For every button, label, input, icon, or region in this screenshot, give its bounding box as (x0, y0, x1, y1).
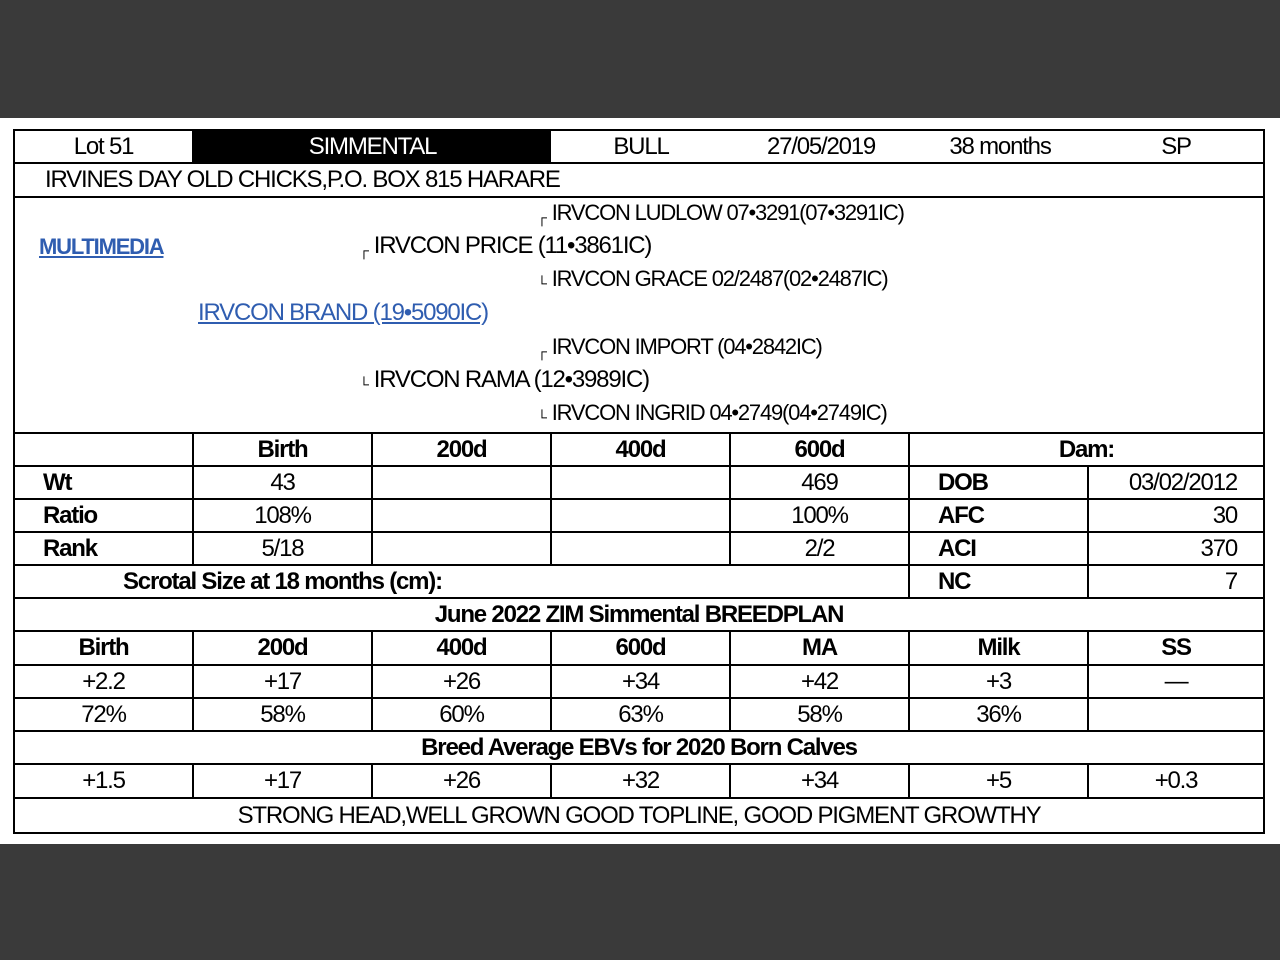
ebv-header-milk: Milk (910, 632, 1089, 664)
bracket-icon: └ (359, 376, 368, 392)
birth-date: 27/05/2019 (766, 132, 876, 160)
dam-nc-value: 7 (1224, 567, 1237, 595)
owner-row (15, 164, 1263, 198)
accuracy-row (15, 699, 1263, 732)
dam (359, 366, 649, 394)
dam-sire (537, 334, 822, 360)
bracket-icon: └ (537, 275, 546, 291)
acc-ma: 58% (731, 699, 910, 730)
ebv-400d: +26 (373, 666, 552, 697)
ratio-200d (373, 500, 552, 531)
lot-card-frame (13, 129, 1265, 834)
acc-birth: 72% (15, 699, 194, 730)
bracket-icon: ┌ (359, 242, 368, 258)
ratio-birth: 108% (194, 500, 373, 531)
ebv-header-ma: MA (731, 632, 910, 664)
sire-dam-name: IRVCON GRACE 02/2487(02•2487IC) (551, 266, 888, 291)
dam-dob-label: DOB (910, 467, 1089, 498)
rank-200d (373, 533, 552, 564)
avg-milk: +5 (910, 765, 1089, 797)
ebv-200d: +17 (194, 666, 373, 697)
acc-400d: 60% (373, 699, 552, 730)
rank-400d (552, 533, 731, 564)
weights-row-rank (15, 533, 1263, 566)
acc-200d: 58% (194, 699, 373, 730)
dam-dam-name: IRVCON INGRID 04•2749(04•2749IC) (551, 400, 887, 425)
breedplan-title: June 2022 ZIM Simmental BREEDPLAN (434, 600, 844, 628)
scrotal-label: Scrotal Size at 18 months (cm): (15, 566, 910, 597)
bracket-icon: └ (537, 409, 546, 425)
bracket-icon: ┌ (537, 343, 546, 359)
weights-header-400d: 400d (552, 434, 731, 465)
weights-header-row (15, 434, 1263, 467)
sire-sire-name: IRVCON LUDLOW 07•3291(07•3291IC) (551, 200, 904, 225)
breed-label: SIMMENTAL (194, 131, 551, 162)
header-row (15, 131, 1263, 164)
dam-name: IRVCON RAMA (12•3989IC) (373, 366, 649, 393)
row-label-ratio: Ratio (15, 500, 194, 531)
weights-header-200d: 200d (373, 434, 552, 465)
rank-birth: 5/18 (194, 533, 373, 564)
ebv-birth: +2.2 (15, 666, 194, 697)
dam-dob-value: 03/02/2012 (1128, 468, 1237, 496)
wt-200d (373, 467, 552, 498)
multimedia-link[interactable]: MULTIMEDIA (39, 234, 164, 259)
ebv-header-ss: SS (1161, 634, 1191, 661)
dam-dam (537, 400, 887, 426)
weights-header-birth: Birth (194, 434, 373, 465)
ebv-ma: +42 (731, 666, 910, 697)
avg-200d: +17 (194, 765, 373, 797)
dam-afc-label: AFC (910, 500, 1089, 531)
bracket-icon: ┌ (537, 209, 546, 225)
lot-card (0, 118, 1280, 844)
sex-label: BULL (613, 132, 669, 160)
breed-average-title-row (15, 732, 1263, 765)
ebv-row (15, 666, 1263, 699)
age-label: 38 months (949, 132, 1051, 160)
row-label-wt: Wt (15, 467, 194, 498)
avg-600d: +32 (552, 765, 731, 797)
pedigree-section (15, 198, 1263, 434)
sire (359, 232, 651, 260)
ebv-milk: +3 (910, 666, 1089, 697)
acc-milk: 36% (910, 699, 1089, 730)
weights-corner (15, 434, 194, 465)
row-label-rank: Rank (15, 533, 194, 564)
animal-link[interactable]: IRVCON BRAND (19•5090IC) (198, 299, 488, 326)
weights-header-600d: 600d (731, 434, 910, 465)
dam-header: Dam: (1058, 435, 1115, 463)
weights-row-wt (15, 467, 1263, 500)
ratio-400d (552, 500, 731, 531)
ratio-600d: 100% (731, 500, 910, 531)
wt-600d: 469 (731, 467, 910, 498)
avg-birth: +1.5 (15, 765, 194, 797)
avg-400d: +26 (373, 765, 552, 797)
rank-600d: 2/2 (731, 533, 910, 564)
breedplan-title-row (15, 599, 1263, 632)
comments-row (15, 799, 1263, 832)
wt-400d (552, 467, 731, 498)
ebv-header-birth: Birth (15, 632, 194, 664)
wt-birth: 43 (194, 467, 373, 498)
sire-sire (537, 200, 904, 226)
owner-name: IRVINES DAY OLD CHICKS,P.O. BOX 815 HARARE (45, 166, 560, 193)
comments-text: STRONG HEAD,WELL GROWN GOOD TOPLINE, GOOD PIGMENT GROWTHY (237, 801, 1041, 829)
ebv-600d: +34 (552, 666, 731, 697)
breed-average-row (15, 765, 1263, 799)
dam-aci-label: ACI (910, 533, 1089, 564)
lot-number: Lot 51 (15, 131, 194, 162)
sire-name: IRVCON PRICE (11•3861IC) (373, 232, 652, 259)
avg-ss: +0.3 (1154, 767, 1198, 794)
code-label: SP (1161, 132, 1191, 160)
avg-ma: +34 (731, 765, 910, 797)
breed-average-title: Breed Average EBVs for 2020 Born Calves (421, 733, 857, 761)
sire-dam (537, 266, 887, 292)
dam-nc-label: NC (910, 566, 1089, 597)
breedplan-header-row (15, 632, 1263, 666)
weights-row-ratio (15, 500, 1263, 533)
ebv-ss: — (1164, 667, 1188, 695)
acc-600d: 63% (552, 699, 731, 730)
acc-ss (1089, 699, 1263, 730)
dam-aci-value: 370 (1200, 534, 1237, 562)
ebv-header-400d: 400d (373, 632, 552, 664)
ebv-header-600d: 600d (552, 632, 731, 664)
dam-afc-value: 30 (1212, 501, 1237, 529)
dam-sire-name: IRVCON IMPORT (04•2842IC) (551, 334, 822, 359)
ebv-header-200d: 200d (194, 632, 373, 664)
scrotal-row (15, 566, 1263, 599)
